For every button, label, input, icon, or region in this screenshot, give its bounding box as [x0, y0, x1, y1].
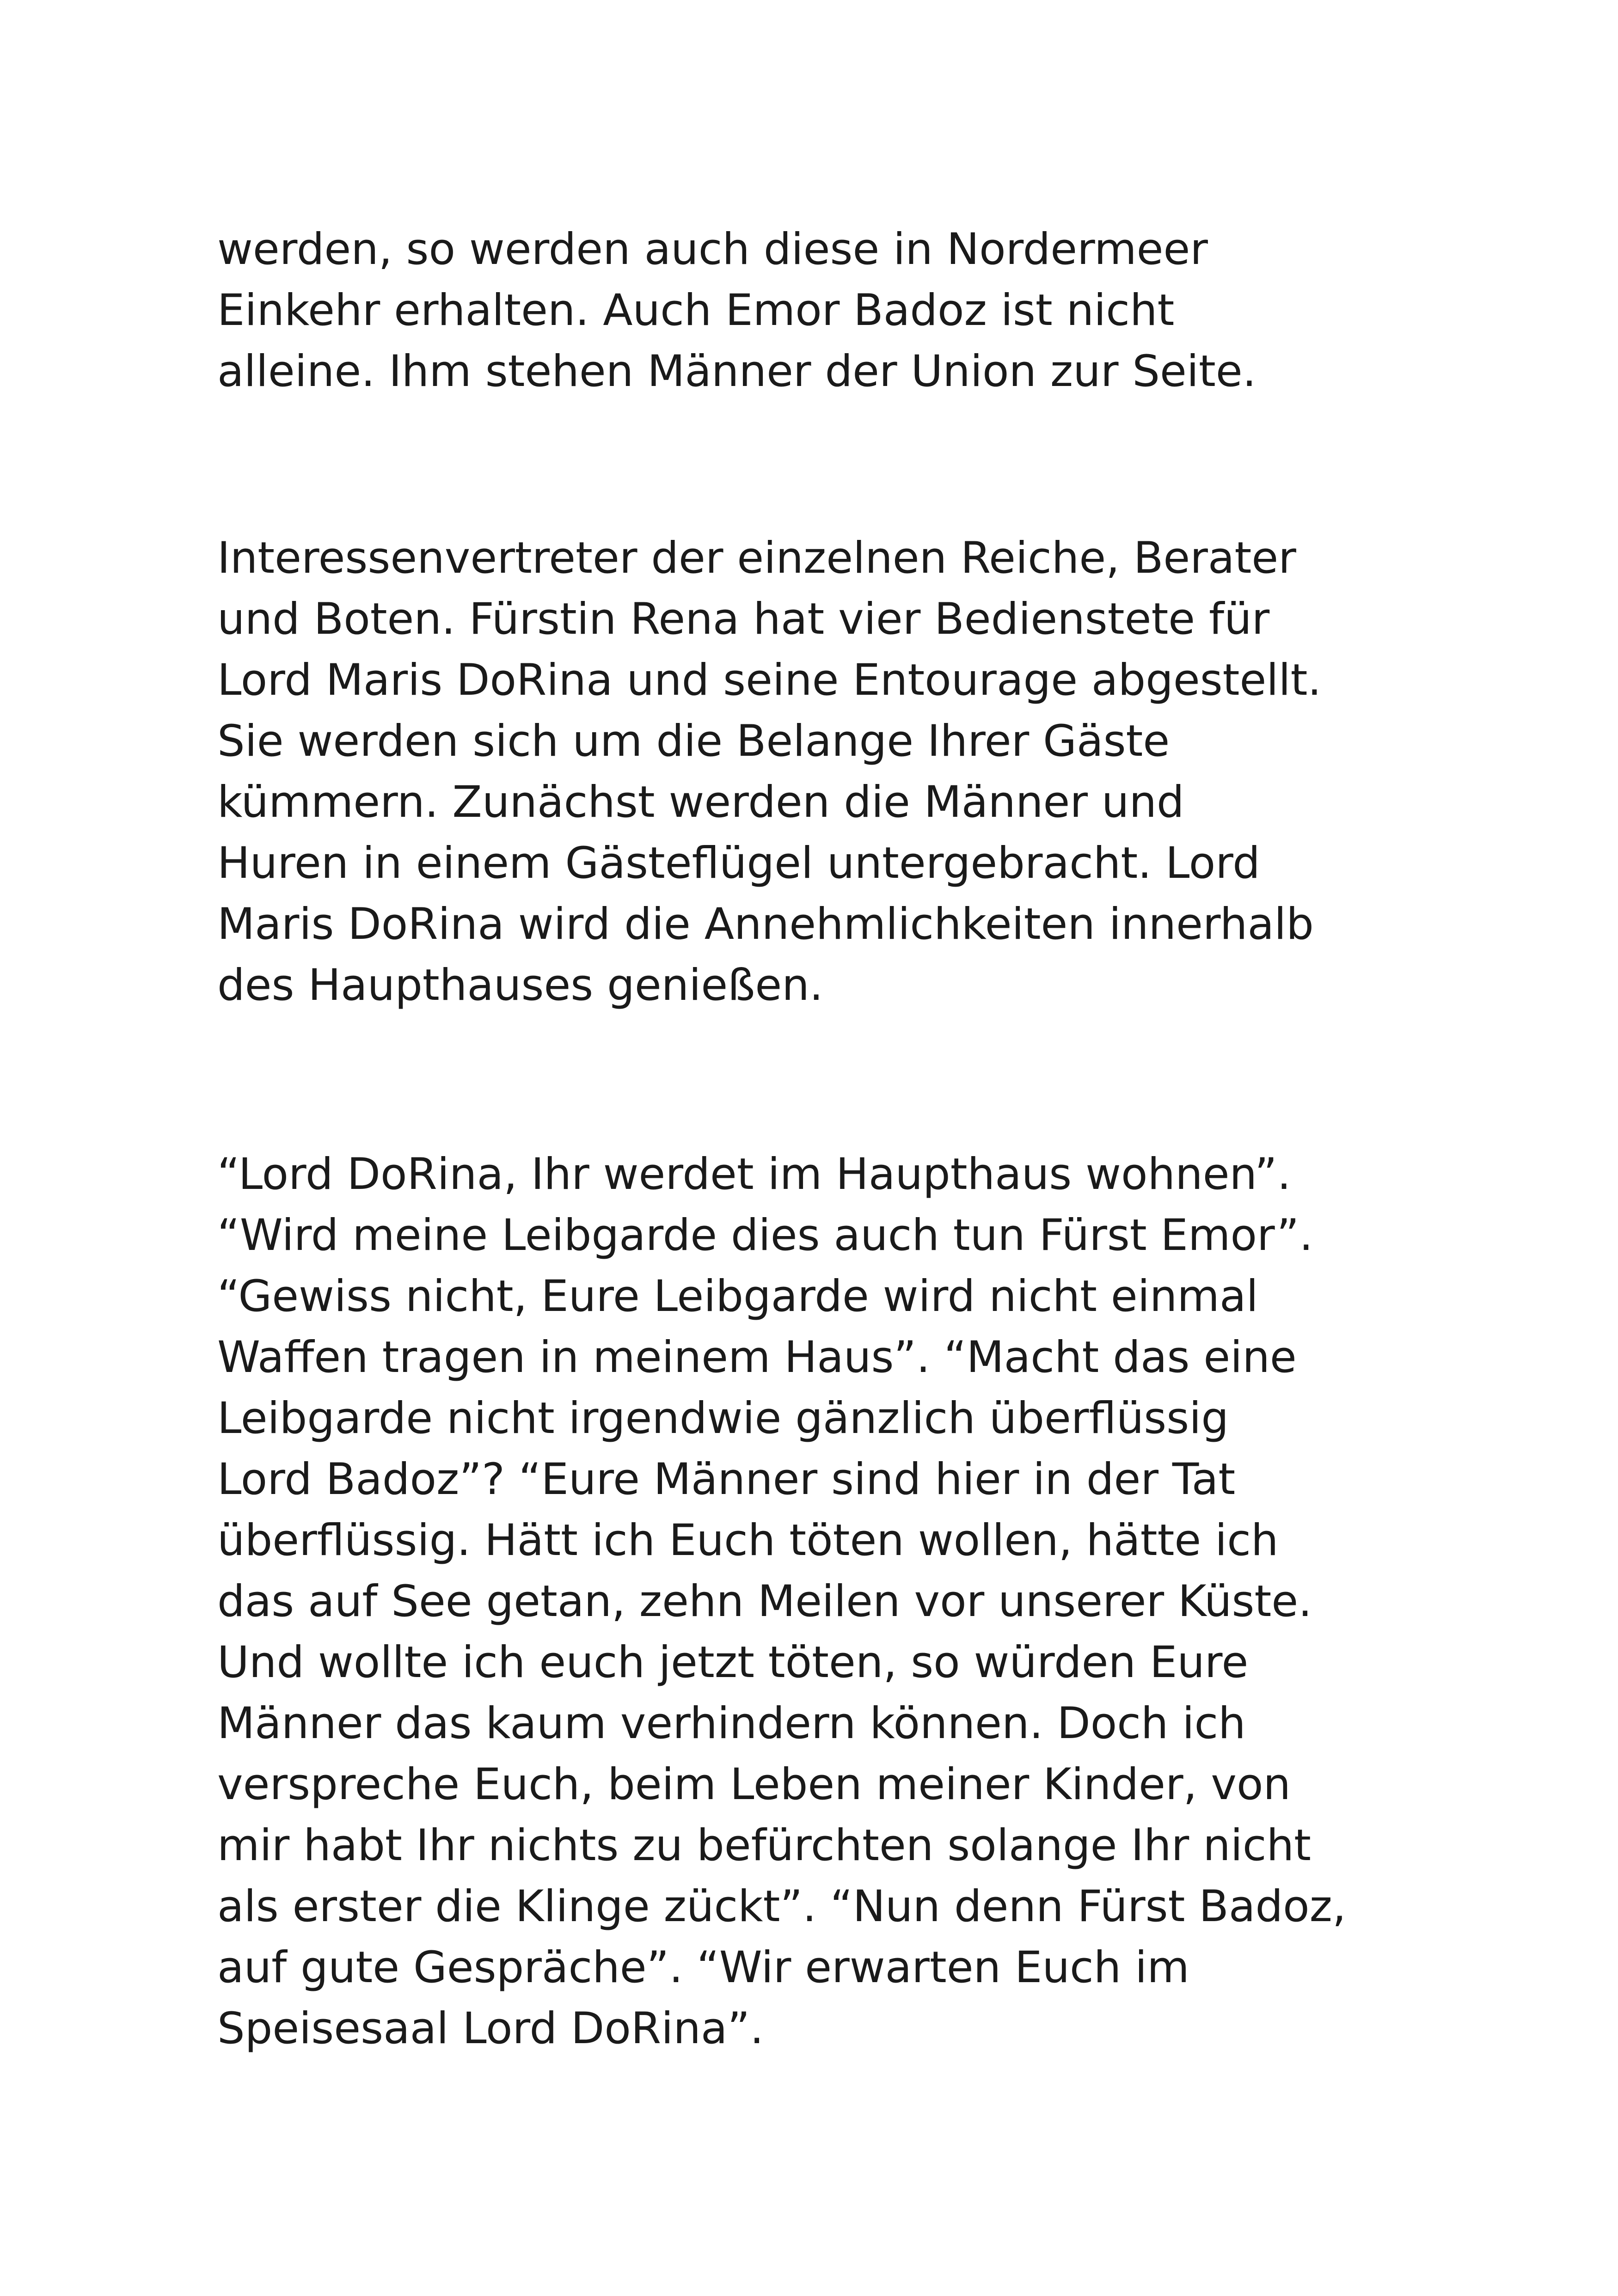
- text-line: auf gute Gespräche”. “Wir erwarten Euch im: [217, 1942, 1189, 1993]
- text-line: mir habt Ihr nichts zu befürchten solange Ihr nicht: [217, 1820, 1312, 1871]
- text-line: werden, so werden auch diese in Nordermeer: [217, 224, 1208, 275]
- text-line: Sie werden sich um die Belange Ihrer Gäste: [217, 716, 1170, 766]
- text-line: des Haupthauses genießen.: [217, 960, 823, 1010]
- text-line: überflüssig. Hätt ich Euch töten wollen, hätte ich: [217, 1515, 1279, 1566]
- text-line: “Lord DoRina, Ihr werdet im Haupthaus wohnen”.: [217, 1149, 1291, 1200]
- text-line: und Boten. Fürstin Rena hat vier Bedienstete für: [217, 594, 1270, 644]
- text-line: das auf See getan, zehn Meilen vor unserer Küste.: [217, 1576, 1312, 1627]
- paragraph-2: [217, 528, 1419, 1016]
- text-line: verspreche Euch, beim Leben meiner Kinder, von: [217, 1759, 1291, 1810]
- text-line: als erster die Klinge zückt”. “Nun denn Fürst Badoz,: [217, 1881, 1346, 1932]
- text-line: Lord Badoz”? “Eure Männer sind hier in der Tat: [217, 1454, 1236, 1505]
- text-line: alleine. Ihm stehen Männer der Union zur Seite.: [217, 346, 1256, 397]
- text-line: Leibgarde nicht irgendwie gänzlich überflüssig: [217, 1393, 1229, 1444]
- paragraph-1: [217, 219, 1419, 402]
- text-line: Männer das kaum verhindern können. Doch ich: [217, 1698, 1246, 1749]
- text-line: Einkehr erhalten. Auch Emor Badoz ist nicht: [217, 285, 1175, 336]
- text-line: Lord Maris DoRina und seine Entourage abgestellt.: [217, 655, 1322, 705]
- text-line: Maris DoRina wird die Annehmlichkeiten innerhalb: [217, 899, 1314, 949]
- paragraph-3: [217, 1144, 1419, 2059]
- text-line: Huren in einem Gästeflügel untergebracht. Lord: [217, 838, 1260, 888]
- text-line: Waffen tragen in meinem Haus”. “Macht das eine: [217, 1332, 1297, 1383]
- text-line: Speisesaal Lord DoRina”.: [217, 2003, 764, 2054]
- text-line: “Gewiss nicht, Eure Leibgarde wird nicht einmal: [217, 1271, 1258, 1322]
- text-line: Und wollte ich euch jetzt töten, so würden Eure: [217, 1637, 1249, 1688]
- text-line: kümmern. Zunächst werden die Männer und: [217, 777, 1184, 827]
- text-line: “Wird meine Leibgarde dies auch tun Fürst Emor”.: [217, 1210, 1313, 1261]
- text-line: Interessenvertreter der einzelnen Reiche, Berater: [217, 533, 1296, 583]
